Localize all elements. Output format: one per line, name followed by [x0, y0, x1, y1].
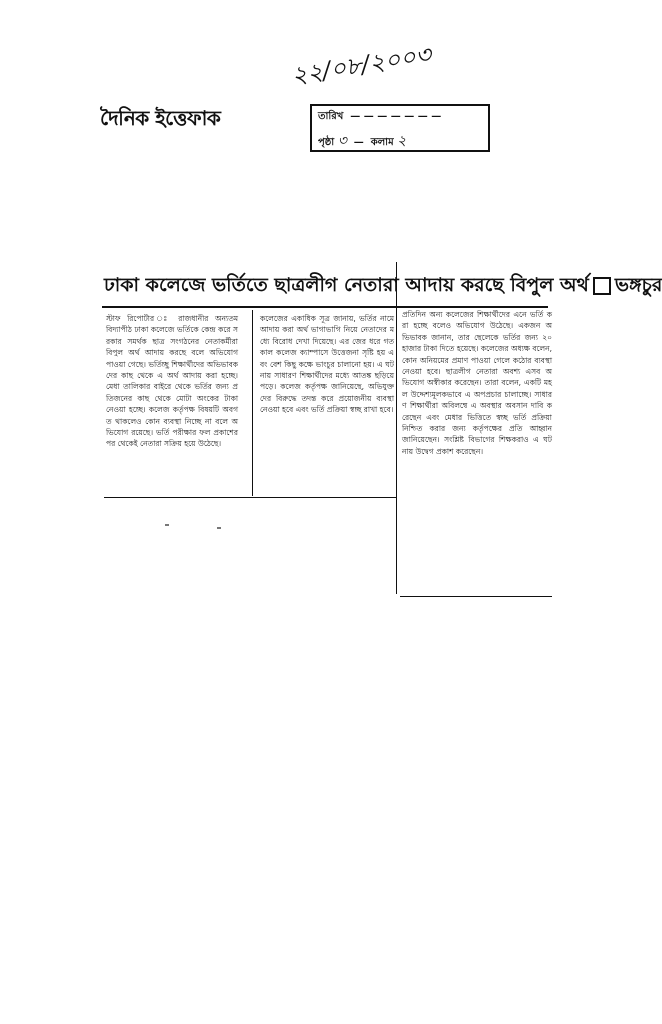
newspaper-masthead: দৈনিক ইত্তেফাক: [100, 106, 221, 130]
stamp-date-label: তারিখ: [318, 111, 344, 122]
stamp-column-label: কলাম: [370, 137, 394, 148]
article-headline: [104, 265, 662, 305]
stamp-date-row: [318, 109, 441, 126]
headline-rule: [102, 306, 548, 308]
scan-speck: [217, 527, 221, 529]
stamp-column-value: ২: [397, 133, 407, 149]
handwritten-date: ২২/০৮/২০০৩: [289, 40, 434, 90]
headline-main: ঢাকা কলেজে ভর্তিতে ছাত্রলীগ নেতারা আদায় করছে বিপুল অর্থ: [104, 274, 589, 296]
article-column-3: প্রতিদিন অন্য কলেজের শিক্ষার্থীদের এনে ভর্তি করা হচ্ছে বলেও অভিযোগ উঠেছে। একজন অভিভাবক জানান, তার ছেলেকে ভর্তির জন্য ২০ হাজার টাকা দিতে হয়েছে। কলেজের অধ্যক্ষ বলেন, কোন অনিয়মের প্রমাণ পাওয়া গেলে কঠোর ব্যবস্থা নেওয়া হবে। ছাত্রলীগ নেতারা অবশ্য এসব অভিযোগ অস্বীকার করেছেন। তারা বলেন, একটি মহল উদ্দেশ্যমূলকভাবে এ অপপ্রচার চালাচ্ছে। সাধারণ শিক্ষার্থীরা অবিলম্বে এ অবস্থার অবসান দাবি করেছেন এবং মেধার ভিত্তিতে স্বচ্ছ ভর্তি প্রক্রিয়া নিশ্চিত করার জন্য কর্তৃপক্ষের প্রতি আহ্বান জানিয়েছেন। সংশ্লিষ্ট বিভাগের শিক্ষকরাও এ ঘটনায় উদ্বেগ প্রকাশ করেছেন।: [402, 310, 552, 456]
column-divider-1: [252, 310, 253, 496]
stamp-page-value: ৩: [337, 133, 347, 149]
column3-bottom-rule: [400, 596, 552, 597]
headline-box-glyph: [593, 277, 611, 295]
article-column-2: কলেজের একাধিক সূত্র জানায়, ভর্তির নামে আদায় করা অর্থ ভাগাভাগি নিয়ে নেতাদের মধ্যে বিরোধ দেখা দিয়েছে। এর জের ধরে গতকাল কলেজ ক্যাম্পাসে উত্তেজনা সৃষ্টি হয় এবং বেশ কিছু কক্ষে ভাংচুর চালানো হয়। এ ঘটনায় সাধারণ শিক্ষার্থীদের মধ্যে আতঙ্ক ছড়িয়ে পড়ে। কলেজ কর্তৃপক্ষ জানিয়েছে, অভিযুক্তদের বিরুদ্ধে তদন্ত করে প্রয়োজনীয় ব্যবস্থা নেওয়া হবে এবং ভর্তি প্রক্রিয়া স্বচ্ছ রাখা হবে।: [260, 314, 394, 415]
headline-tail: ভঙ্গচুর: [614, 274, 662, 296]
stamp-date-dashes: — — — — — — —: [346, 111, 442, 122]
stamp-page-label: পৃষ্ঠা: [318, 137, 335, 148]
stamp-page-row: পৃষ্ঠা ৩ — কলাম ২: [318, 133, 407, 149]
columns-bottom-rule: [104, 497, 396, 498]
article-column-1: স্টাফ রিপোর্টার ঃ রাজধানীর অন্যতম বিদ্যাপীঠ ঢাকা কলেজে ভর্তিকে কেন্দ্র করে সরকার সমর্থক ছাত্র সংগঠনের নেতাকর্মীরা বিপুল অর্থ আদায় করছে বলে অভিযোগ পাওয়া গেছে। ভর্তিচ্ছু শিক্ষার্থীদের অভিভাবকদের কাছ থেকে এ অর্থ আদায় করা হচ্ছে। মেধা তালিকার বাইরে থেকে ভর্তির জন্য প্রতিজনের কাছ থেকে মোটা অংকের টাকা নেওয়া হচ্ছে। কলেজ কর্তৃপক্ষ বিষয়টি অবগত থাকলেও কোন ব্যবস্থা নিচ্ছে না বলে অভিযোগ রয়েছে। ভর্তি পরীক্ষার ফল প্রকাশের পর থেকেই নেতারা সক্রিয় হয়ে উঠেছে।: [106, 314, 238, 449]
column-divider-2: [396, 262, 397, 594]
scan-speck: [165, 524, 169, 526]
archive-stamp: [310, 104, 490, 152]
